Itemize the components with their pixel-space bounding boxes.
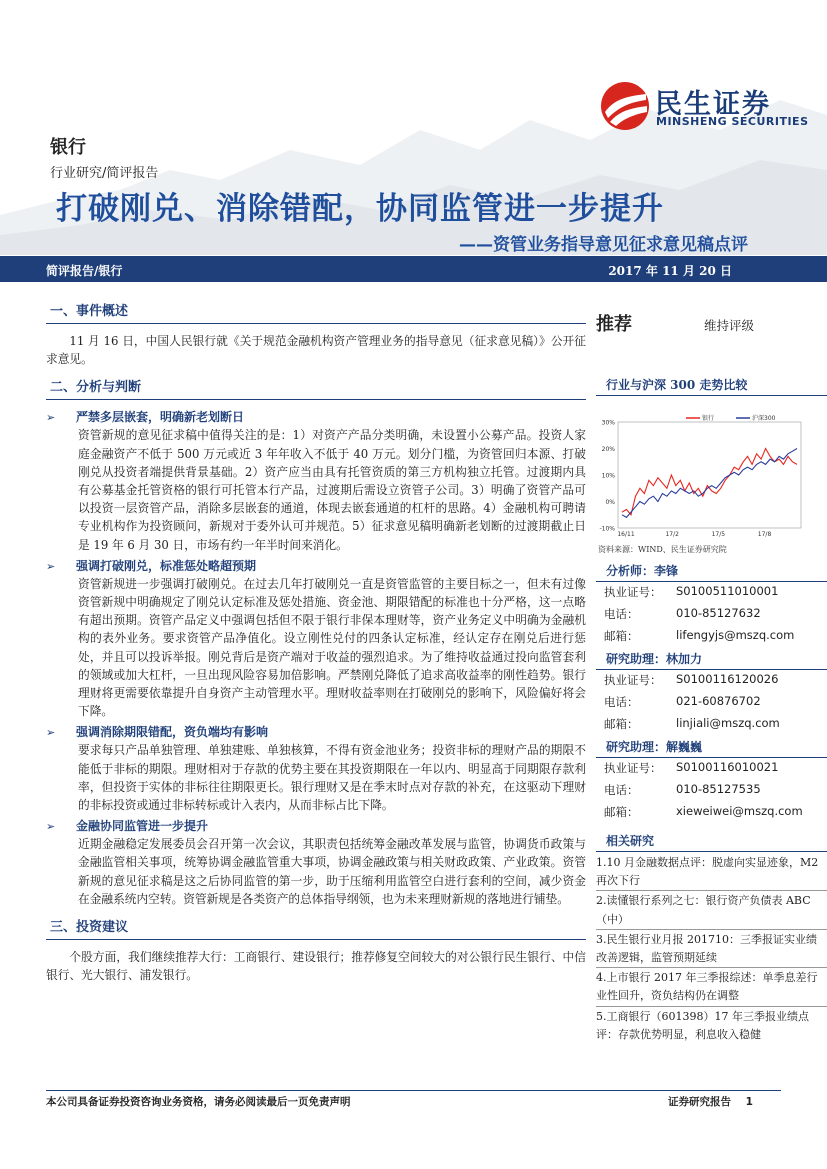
bullet-title: 强调打破刚兑，标准惩处略超预期 — [76, 558, 257, 573]
chart-frame — [618, 422, 801, 528]
footer-disclaimer: 本公司具备证券投资咨询业务资格，请务必阅读最后一页免责声明 — [46, 1096, 351, 1108]
section-heading: 一、事件概述 — [46, 300, 586, 324]
email-label: 邮箱： — [604, 805, 639, 819]
y-tick-label: 20% — [601, 446, 615, 453]
brand-name-cn: 民生证券 — [655, 89, 771, 120]
x-tick-label: 17/2 — [665, 531, 679, 538]
tel-label: 电话： — [604, 607, 639, 621]
related-item[interactable]: 2.读懂银行系列之七：银行资产负债表 ABC（中） — [596, 892, 827, 929]
legend-label: 银行 — [702, 415, 715, 422]
analyst-role: 分析师： — [606, 564, 655, 578]
related-list — [596, 854, 827, 1045]
tel-value: 021-60876702 — [676, 694, 761, 708]
analyst-name: 解巍巍 — [666, 740, 703, 754]
analyst-role: 研究助理： — [606, 740, 667, 754]
bullet-body: 资管新规进一步强调打破刚兑。在过去几年打破刚兑一直是资管监管的主要目标之一，但未有过像资管新规中明确规定了刚兑认定标准及惩处措施、资金池、期限错配的标准也十分严格，这一点略有超出预期。资管产品定义中强调包括但不限于银行非保本理财等，资产业务定义中明确为金融机构的表外业务。要求资管产品净值化。设立刚性兑付的四条认定标准，经认定存在刚兑后进行惩处，并且可以投诉举报。刚兑背后是资产端对于收益的强烈追求。为了维持收益通过投向监管套利的领域或加大杠杆，一旦出现风险容易加倍影响。严禁刚兑降低了追求高收益率的刚性趋势。银行理财将更需要依靠提升自身资产主动管理水平。理财收益率则在打破刚兑的影响下，风险偏好将会下降。 — [78, 576, 586, 719]
section-body: 个股方面，我们继续推荐大行：工商银行、建设银行；推荐修复空间较大的对公银行民生银行、中信银行、光大银行、浦发银行。 — [46, 950, 586, 983]
cert-value: S0100116120026 — [676, 672, 779, 686]
chart-title: 行业与沪深 300 走势比较 — [596, 376, 827, 396]
x-tick-label: 17/5 — [711, 531, 726, 538]
page-subtitle: ——资管业务指导意见征求意见稿点评 — [459, 235, 748, 255]
legend-label: 沪深300 — [752, 415, 776, 422]
page-number: 1 — [745, 1096, 753, 1108]
related-item[interactable]: 3.民生银行业月报 201710：三季报证实业绩改善逻辑，监管预期延续 — [596, 931, 827, 968]
email-link[interactable]: lifengyjs@mszq.com — [676, 628, 795, 642]
tel-value: 010-85127632 — [676, 606, 761, 620]
rating-note: 维持评级 — [704, 318, 755, 333]
bullet-body: 近期金融稳定发展委员会召开第一次会议，其职责包括统筹金融改革发展与监管，协调货币政策与金融监管相关事项，统筹协调金融监管重大事项，协调金融政策与相关财政政策、产业政策。资管新规的意见征求稿是这之后协同监管的第一步，助于压缩利用监管空白进行套利的空间，减少资金在金融系统内空转。资管新规是各类资产的总体指导纲领，也为未来理财新规的落地进行铺垫。 — [78, 837, 586, 906]
y-tick-label: 0% — [605, 499, 615, 506]
report-date: 2017 年 11 月 20 日 — [608, 264, 732, 278]
related-item[interactable]: 5.工商银行（601398）17 年三季报业绩点评：存款优势明显，利息收入稳健 — [596, 1009, 809, 1041]
footer-divider — [46, 1090, 781, 1091]
chart-source: 资料来源：WIND、民生证券研究院 — [598, 545, 727, 554]
cert-label: 执业证号： — [604, 585, 662, 599]
section-heading: 二、分析与判断 — [46, 376, 586, 400]
related-item[interactable]: 1.10 月金融数据点评：脱虚向实显迹象，M2 再次下行 — [596, 854, 827, 891]
bullet-block — [46, 723, 586, 814]
report-category: 简评报告/银行 — [46, 264, 123, 278]
y-tick-label: -10% — [599, 525, 615, 533]
analyst-heading — [596, 738, 827, 758]
analyst-name: 林加力 — [666, 652, 703, 666]
footer-page — [668, 1094, 753, 1109]
email-link[interactable]: xieweiwei@mszq.com — [676, 804, 803, 818]
section-body: 11 月 16 日，中国人民银行就《关于规范金融机构资产管理业务的指导意见（征求意见稿）》公开征求意见。 — [46, 334, 586, 367]
email-link[interactable]: linjiali@mszq.com — [676, 716, 780, 730]
bullet-title: 严禁多层嵌套，明确新老划断日 — [76, 410, 245, 425]
x-tick-label: 17/8 — [757, 531, 772, 538]
email-label: 邮箱： — [604, 629, 639, 643]
bullet-block — [46, 408, 586, 553]
bullet-block — [46, 557, 586, 721]
bullet-title: 强调消除期限错配，资负端均有影响 — [76, 725, 269, 740]
analyst-role: 研究助理： — [606, 652, 667, 666]
analyst-heading — [596, 562, 827, 582]
tel-label: 电话： — [604, 783, 639, 797]
bullet-title: 金融协同监管进一步提升 — [76, 819, 209, 834]
page-title: 打破刚兑、消除错配，协同监管进一步提升 — [56, 191, 664, 227]
cert-label: 执业证号： — [604, 761, 662, 775]
rating-label: 推荐 — [596, 314, 632, 335]
bullet-block — [46, 817, 586, 908]
cert-value: S0100511010001 — [676, 584, 779, 598]
arrow-icon: ➢ — [46, 820, 56, 834]
email-label: 邮箱： — [604, 717, 639, 731]
related-heading: 相关研究 — [596, 832, 827, 852]
bullet-body: 资管新规的意见征求稿中值得关注的是：1）对资产产品分类明确，未设置小公募产品。投资人家庭金融资产不低于 500 万元或近 3 年年收入不低于 40 万元。划分门槛，为资管回归本源、打破刚兑从投资者端提供背景基础。2）资产应当由具有托管资质的第三方机构独立托管。过渡期内具有公募基金托管资格的银行可托管本行产品，过渡期后需设立资管子公司。3）明确了资管产品可以投资一层资管产品，消除多层嵌套的通道，体现去嵌套通道的杠杆的思路。4）金融机构可聘请专业机构作为投资顾问，新规对于委外认可并规范。5）征求意见稿明确新老划断的过渡期截止日是 19 年 6 月 30 日，市场有约一年半时间来消化。 — [78, 428, 586, 552]
report-type: 行业研究/简评报告 — [50, 166, 159, 181]
footer-label: 证券研究报告 — [668, 1096, 731, 1108]
industry-label: 银行 — [50, 137, 86, 158]
cert-label: 执业证号： — [604, 673, 662, 687]
bullet-body: 要求每只产品单独管理、单独建账、单独核算，不得有资金池业务；投资非标的理财产品的期限不能低于非标的期限。理财相对于存款的优势主要在其投资期限在一年以内、明显高于同期限存款利率，但投资于实体的非标往往期限更长。银行理财又是在季末时点对存款的补充，在这驱动下理财的非标投资或通过非标转标或计入表内，从而非标占比下降。 — [78, 743, 586, 813]
y-tick-label: 30% — [601, 419, 615, 427]
related-item[interactable]: 4.上市银行 2017 年三季报综述：单季息差行业性回升，资负结构仍在调整 — [596, 969, 827, 1006]
analyst-heading — [596, 650, 827, 670]
x-tick-label: 16/11 — [617, 531, 635, 538]
tel-value: 010-85127535 — [676, 782, 761, 796]
arrow-icon: ➢ — [46, 726, 56, 740]
main-content — [46, 300, 586, 984]
section-heading: 三、投资建议 — [46, 916, 586, 940]
arrow-icon: ➢ — [46, 559, 56, 573]
cert-value: S0100116010021 — [676, 760, 779, 774]
tel-label: 电话： — [604, 695, 639, 709]
analyst-name: 李锋 — [654, 564, 679, 578]
series-line-bank — [622, 449, 797, 515]
y-tick-label: 10% — [601, 472, 615, 480]
brand-name-en: MINSHENG SECURITIES — [656, 115, 809, 128]
arrow-icon: ➢ — [46, 411, 56, 425]
trend-chart — [596, 410, 827, 545]
